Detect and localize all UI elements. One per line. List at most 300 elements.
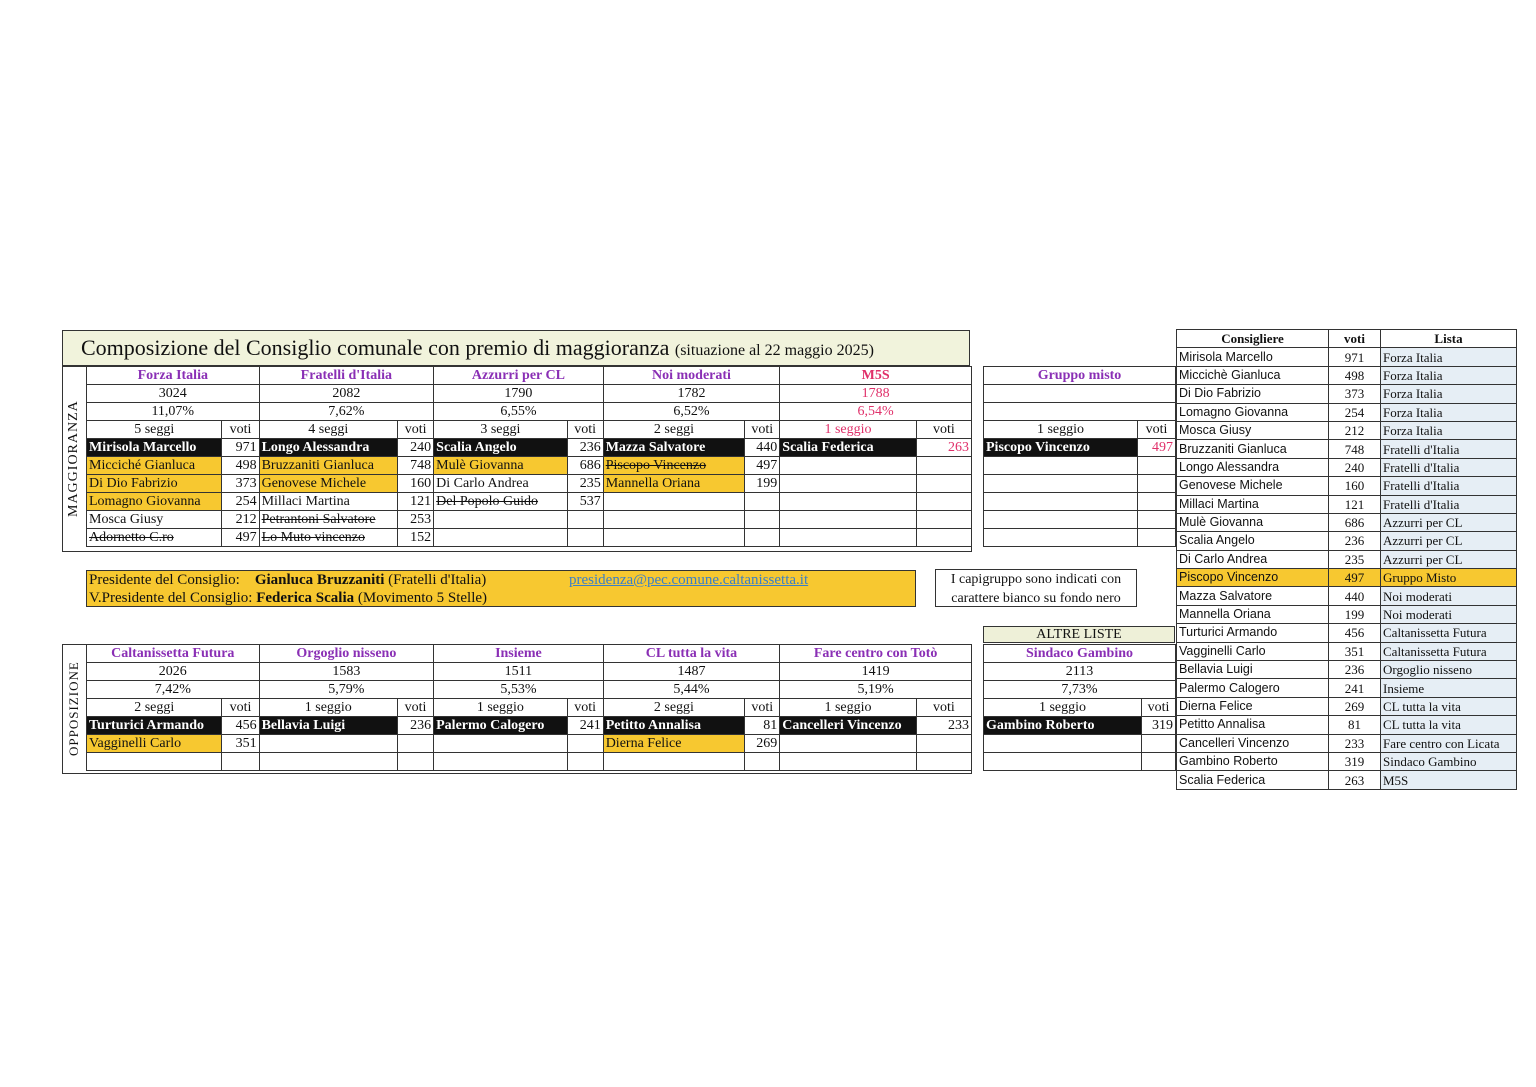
member-name: Petitto Annalisa [603,717,744,735]
member-name: Piscopo Vincenzo [603,457,744,475]
member-row [984,439,1176,457]
party-seats-row [984,699,1176,717]
summary-row [1177,532,1517,550]
capigruppo-note: I capigruppo sono indicati con carattere bianco su fondo nero [935,569,1137,607]
member-name: Scalia Angelo [434,439,567,457]
summary-consigliere: Di Carlo Andrea [1177,550,1329,568]
summary-voti: 199 [1329,605,1381,623]
member-votes: 440 [745,439,780,457]
party-percentage: 5,19% [780,681,972,699]
member-name: Piscopo Vincenzo [984,439,1138,457]
presidenza-box [86,570,916,607]
member-votes [745,511,780,529]
summary-row [1177,752,1517,770]
summary-voti: 497 [1329,569,1381,587]
summary-consigliere: Millaci Martina [1177,495,1329,513]
party-votes-row [87,663,972,681]
member-row [87,511,972,529]
member-votes: 497 [222,529,259,547]
member-votes: 537 [567,493,603,511]
summary-voti: 236 [1329,661,1381,679]
summary-row [1177,605,1517,623]
summary-consigliere: Palermo Calogero [1177,679,1329,697]
vicepresidente-name: Federica Scalia [256,590,355,606]
member-name: Di Dio Fabrizio [87,475,222,493]
summary-row [1177,587,1517,605]
member-name [780,735,916,753]
member-votes: 456 [222,717,259,735]
party-header-row [87,367,972,385]
member-name [984,475,1138,493]
party-pct-row [87,403,972,421]
summary-row [1177,366,1517,384]
summary-voti: 121 [1329,495,1381,513]
party-votes: 3024 [87,385,260,403]
consiglieri-summary-table [1176,329,1517,790]
summary-lista: Insieme [1381,679,1517,697]
summary-consigliere: Mulè Giovanna [1177,513,1329,531]
member-name [984,457,1138,475]
member-row [87,753,972,771]
summary-lista: Fratelli d'Italia [1381,495,1517,513]
maggioranza-table [86,366,972,547]
member-name: Mannella Oriana [603,475,744,493]
summary-consigliere: Petitto Annalisa [1177,716,1329,734]
member-name: Del Popolo Guido [434,493,567,511]
member-row [984,717,1176,735]
summary-voti: 498 [1329,366,1381,384]
member-votes [745,753,780,771]
member-row [984,735,1176,753]
summary-row [1177,642,1517,660]
member-name: Vagginelli Carlo [87,735,222,753]
summary-consigliere: Mosca Giusy [1177,421,1329,439]
member-name [603,511,744,529]
member-name [780,511,916,529]
summary-voti: 971 [1329,348,1381,366]
presidenza-email-link[interactable]: presidenza@pec.comune.caltanissetta.it [569,572,809,588]
member-votes: 121 [398,493,434,511]
summary-lista: Orgoglio nisseno [1381,661,1517,679]
summary-lista: Forza Italia [1381,403,1517,421]
member-name [780,457,916,475]
party-name: Fare centro con Totò [780,645,972,663]
party-pct-row [87,681,972,699]
summary-voti: 240 [1329,458,1381,476]
member-votes [916,457,971,475]
document-title-box [62,330,970,366]
summary-voti: 233 [1329,734,1381,752]
member-votes: 240 [398,439,434,457]
member-name [984,753,1142,771]
member-votes [1142,753,1176,771]
summary-voti: 160 [1329,477,1381,495]
summary-consigliere: Scalia Federica [1177,771,1329,789]
summary-lista: Azzurri per CL [1381,513,1517,531]
member-votes: 236 [398,717,434,735]
party-seats: 3 seggi [434,421,567,439]
gruppo-misto-table [983,366,1176,547]
party-seats: 5 seggi [87,421,222,439]
party-percentage: 5,44% [603,681,780,699]
party-votes: 1487 [603,663,780,681]
summary-row [1177,421,1517,439]
party-votes: 1419 [780,663,972,681]
member-votes [1138,493,1176,511]
member-votes: 152 [398,529,434,547]
summary-voti: 269 [1329,697,1381,715]
party-percentage: 5,53% [434,681,604,699]
member-name: Scalia Federica [780,439,916,457]
voti-header: voti [1138,421,1176,439]
summary-consigliere: Gambino Roberto [1177,752,1329,770]
member-name: Di Carlo Andrea [434,475,567,493]
summary-consigliere: Turturici Armando [1177,624,1329,642]
member-name [434,753,567,771]
summary-row [1177,569,1517,587]
member-name [984,493,1138,511]
sindaco-table [983,644,1176,771]
member-row [984,493,1176,511]
member-row [87,457,972,475]
member-name: Palermo Calogero [434,717,567,735]
summary-consigliere: Cancelleri Vincenzo [1177,734,1329,752]
member-votes: 241 [567,717,603,735]
member-votes: 748 [398,457,434,475]
party-seats: 4 seggi [259,421,397,439]
member-row [984,753,1176,771]
member-name [603,529,744,547]
party-name: Forza Italia [87,367,260,385]
member-name [434,735,567,753]
party-votes: 1788 [780,385,972,403]
summary-consigliere: Miccichè Gianluca [1177,366,1329,384]
member-name [780,529,916,547]
summary-row [1177,679,1517,697]
party-votes: 1790 [434,385,604,403]
member-name: Mazza Salvatore [603,439,744,457]
party-seats: 2 seggi [87,699,222,717]
summary-consigliere: Bellavia Luigi [1177,661,1329,679]
voti-header: voti [567,421,603,439]
member-name [434,511,567,529]
member-votes [916,493,971,511]
member-votes: 351 [222,735,259,753]
member-name: Millaci Martina [259,493,397,511]
summary-consigliere: Vagginelli Carlo [1177,642,1329,660]
party-seats-row [87,421,972,439]
member-votes [916,753,971,771]
party-seats: 1 seggio [780,421,916,439]
summary-lista: Forza Italia [1381,348,1517,366]
summary-lista: Noi moderati [1381,605,1517,623]
party-name: Caltanissetta Futura [87,645,260,663]
member-name: Genovese Michele [259,475,397,493]
summary-row [1177,716,1517,734]
member-votes [567,735,603,753]
member-votes: 971 [222,439,259,457]
summary-voti: 686 [1329,513,1381,531]
member-name: Lomagno Giovanna [87,493,222,511]
member-votes: 236 [567,439,603,457]
member-name [780,753,916,771]
summary-lista: CL tutta la vita [1381,716,1517,734]
member-votes: 497 [745,457,780,475]
member-votes [1138,511,1176,529]
summary-header-cell: voti [1329,330,1381,348]
party-pct-row [984,681,1176,699]
member-name [259,735,397,753]
maggioranza-label: MAGGIORANZA [66,400,81,518]
summary-voti: 212 [1329,421,1381,439]
member-votes: 269 [745,735,780,753]
member-row [87,717,972,735]
member-name: Mirisola Marcello [87,439,222,457]
summary-lista: Caltanissetta Futura [1381,624,1517,642]
member-row [87,529,972,547]
presidente-line [89,572,486,589]
member-name [780,475,916,493]
summary-row [1177,697,1517,715]
member-row [984,475,1176,493]
voti-header: voti [398,699,434,717]
party-percentage: 11,07% [87,403,260,421]
member-votes: 253 [398,511,434,529]
member-votes [1138,475,1176,493]
summary-lista: Azzurri per CL [1381,550,1517,568]
summary-lista: Fratelli d'Italia [1381,458,1517,476]
summary-row [1177,550,1517,568]
summary-consigliere: Piscopo Vincenzo [1177,569,1329,587]
party-seats: 1 seggio [984,421,1138,439]
title-text: Composizione del Consiglio comunale con premio di maggioranza [81,335,670,360]
party-percentage: 5,79% [259,681,434,699]
member-votes: 498 [222,457,259,475]
summary-voti: 81 [1329,716,1381,734]
party-percentage: 7,73% [984,681,1176,699]
member-name [984,529,1138,547]
party-votes: 2082 [259,385,434,403]
member-name: Petrantoni Salvatore [259,511,397,529]
party-percentage: 7,62% [259,403,434,421]
summary-row [1177,385,1517,403]
member-votes [567,511,603,529]
member-votes [567,529,603,547]
summary-lista: CL tutta la vita [1381,697,1517,715]
member-name [603,753,744,771]
party-name: M5S [780,367,972,385]
party-header-row [984,645,1176,663]
voti-header: voti [567,699,603,717]
summary-voti: 456 [1329,624,1381,642]
member-name [259,753,397,771]
member-name: Adornetto C.ro [87,529,222,547]
party-votes [984,385,1176,403]
presidente-name: Gianluca Bruzzaniti [254,572,385,588]
party-percentage: 6,55% [434,403,604,421]
member-name: Bruzzaniti Gianluca [259,457,397,475]
member-row [984,529,1176,547]
member-row [87,475,972,493]
party-name: Azzurri per CL [434,367,604,385]
party-name: CL tutta la vita [603,645,780,663]
party-votes: 2026 [87,663,260,681]
member-votes [222,753,259,771]
opposizione-label: OPPOSIZIONE [66,661,81,757]
member-row [984,511,1176,529]
member-votes [916,511,971,529]
summary-consigliere: Dierna Felice [1177,697,1329,715]
summary-lista: Sindaco Gambino [1381,752,1517,770]
party-votes-row [984,663,1176,681]
summary-lista: Caltanissetta Futura [1381,642,1517,660]
voti-header: voti [745,421,780,439]
party-votes: 2113 [984,663,1176,681]
member-name: Lo Muto vincenzo [259,529,397,547]
vicepresidente-label: V.Presidente del Consiglio: [89,590,253,606]
party-seats: 1 seggio [259,699,397,717]
party-name: Noi moderati [603,367,780,385]
member-name: Mosca Giusy [87,511,222,529]
member-votes [916,735,971,753]
member-votes: 233 [916,717,971,735]
party-votes-row [984,385,1176,403]
party-seats: 2 seggi [603,699,744,717]
summary-header-row [1177,330,1517,348]
voti-header: voti [745,699,780,717]
party-header-row [984,367,1176,385]
summary-lista: Noi moderati [1381,587,1517,605]
member-name [87,753,222,771]
member-name: Cancelleri Vincenzo [780,717,916,735]
party-seats: 1 seggio [780,699,916,717]
summary-voti: 236 [1329,532,1381,550]
summary-consigliere: Mirisola Marcello [1177,348,1329,366]
vicepresidente-line [89,590,487,607]
member-name [780,493,916,511]
member-votes: 160 [398,475,434,493]
member-name: Micciché Gianluca [87,457,222,475]
party-percentage: 7,42% [87,681,260,699]
summary-row [1177,348,1517,366]
title-date: (situazione al 22 maggio 2025) [674,342,874,359]
member-votes [916,529,971,547]
member-votes: 199 [745,475,780,493]
member-votes: 254 [222,493,259,511]
member-votes [398,735,434,753]
summary-row [1177,403,1517,421]
summary-row [1177,513,1517,531]
member-votes: 497 [1138,439,1176,457]
summary-row [1177,458,1517,476]
member-votes [1138,457,1176,475]
summary-row [1177,734,1517,752]
member-votes: 319 [1142,717,1176,735]
member-row [984,457,1176,475]
party-pct-row [984,403,1176,421]
member-votes: 686 [567,457,603,475]
member-votes: 263 [916,439,971,457]
summary-header-cell: Lista [1381,330,1517,348]
summary-row [1177,624,1517,642]
summary-voti: 254 [1329,403,1381,421]
summary-lista: Fratelli d'Italia [1381,440,1517,458]
member-votes [745,529,780,547]
summary-row [1177,771,1517,789]
member-name [984,511,1138,529]
voti-header: voti [916,699,971,717]
member-name [603,493,744,511]
member-row [87,439,972,457]
party-votes: 1511 [434,663,604,681]
party-seats-row [87,699,972,717]
party-name: Gruppo misto [984,367,1176,385]
party-percentage [984,403,1176,421]
member-name: Bellavia Luigi [259,717,397,735]
document-title [81,335,874,361]
voti-header: voti [398,421,434,439]
opposizione-table [86,644,972,771]
summary-consigliere: Longo Alessandra [1177,458,1329,476]
party-votes: 1583 [259,663,434,681]
summary-consigliere: Di Dio Fabrizio [1177,385,1329,403]
voti-header: voti [916,421,971,439]
summary-voti: 235 [1329,550,1381,568]
member-name [984,735,1142,753]
summary-consigliere: Bruzzaniti Gianluca [1177,440,1329,458]
voti-header: voti [222,699,259,717]
summary-lista: Azzurri per CL [1381,532,1517,550]
summary-voti: 373 [1329,385,1381,403]
member-votes: 235 [567,475,603,493]
summary-voti: 263 [1329,771,1381,789]
member-row [87,493,972,511]
summary-row [1177,495,1517,513]
presidente-party: (Fratelli d'Italia) [388,572,487,588]
party-seats-row [984,421,1176,439]
member-votes: 212 [222,511,259,529]
voti-header: voti [222,421,259,439]
member-name [434,529,567,547]
party-votes-row [87,385,972,403]
party-percentage: 6,52% [603,403,780,421]
member-votes [745,493,780,511]
summary-lista: Gruppo Misto [1381,569,1517,587]
member-row [87,735,972,753]
member-name: Gambino Roberto [984,717,1142,735]
party-name: Sindaco Gambino [984,645,1176,663]
presidente-label: Presidente del Consiglio: [89,572,240,588]
summary-consigliere: Lomagno Giovanna [1177,403,1329,421]
summary-voti: 241 [1329,679,1381,697]
summary-lista: M5S [1381,771,1517,789]
summary-consigliere: Mannella Oriana [1177,605,1329,623]
summary-consigliere: Genovese Michele [1177,477,1329,495]
party-name: Orgoglio nisseno [259,645,434,663]
vicepresidente-party: (Movimento 5 Stelle) [357,590,488,606]
summary-voti: 748 [1329,440,1381,458]
party-seats: 1 seggio [434,699,567,717]
member-votes [1138,529,1176,547]
summary-lista: Fratelli d'Italia [1381,477,1517,495]
party-name: Insieme [434,645,604,663]
voti-header: voti [1142,699,1176,717]
summary-row [1177,661,1517,679]
summary-lista: Forza Italia [1381,421,1517,439]
member-name: Longo Alessandra [259,439,397,457]
member-votes: 373 [222,475,259,493]
summary-voti: 440 [1329,587,1381,605]
